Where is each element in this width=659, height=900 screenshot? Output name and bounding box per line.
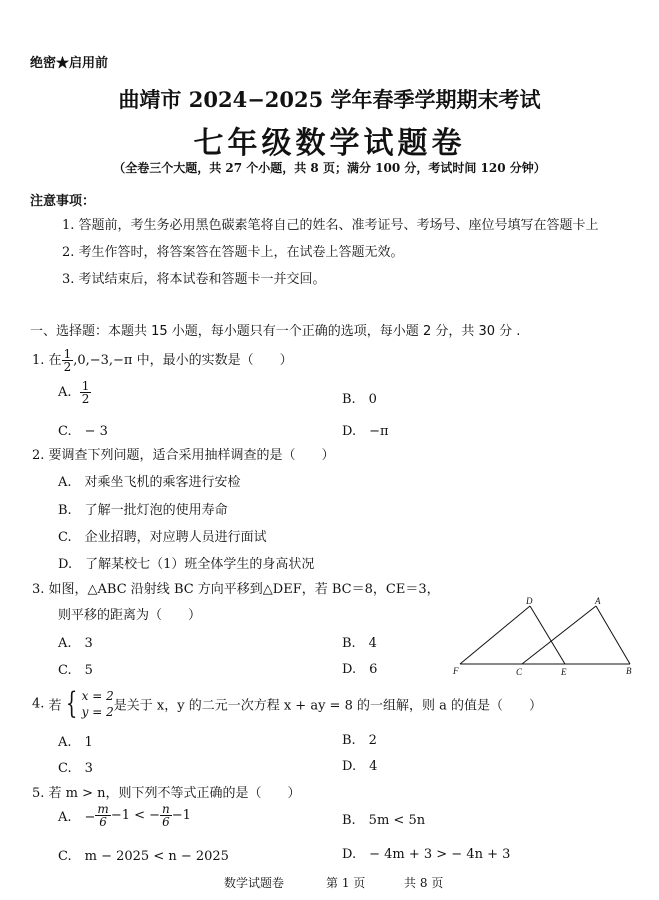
- question-text: 如图，△ABC 沿射线 BC 方向平移到△DEF，若 BC＝8，CE＝3，: [48, 582, 440, 597]
- option-a[interactable]: [58, 803, 191, 828]
- footer-page-number: 第 1 页: [326, 876, 366, 890]
- fraction-denominator: 2: [63, 360, 72, 374]
- note-item: 3. 考试结束后，将本试卷和答题卡一并交回。: [62, 272, 326, 287]
- point-label: F: [453, 666, 459, 676]
- fraction: [62, 348, 74, 373]
- option-d[interactable]: D. − 4m + 3 > − 4n + 3: [342, 847, 511, 862]
- question-5: [32, 782, 301, 801]
- exam-subtitle: 七年级数学试题卷: [193, 126, 466, 161]
- fraction-denominator: 6: [99, 815, 107, 829]
- question-text: 在: [48, 353, 62, 368]
- question-text: 若 m > n，则下列不等式正确的是（ ）: [48, 786, 301, 801]
- question-1: [32, 348, 293, 373]
- segment-AB: [596, 606, 630, 664]
- point-label: E: [561, 667, 567, 677]
- option-b[interactable]: B. 了解一批灯泡的使用寿命: [58, 503, 228, 518]
- option-c[interactable]: C. 企业招聘，对应聘人员进行面试: [58, 530, 267, 545]
- question-3: [32, 578, 440, 597]
- option-b[interactable]: B. 0: [342, 392, 377, 407]
- triangle-translation-figure: [450, 594, 640, 680]
- question-number: 2.: [32, 448, 45, 463]
- fraction-numerator: n: [162, 802, 170, 816]
- option-b[interactable]: B. 2: [342, 733, 377, 748]
- segment-FD: [460, 606, 530, 664]
- option-text: −1: [171, 808, 191, 823]
- fraction-denominator: 6: [162, 815, 170, 829]
- option-a[interactable]: A. 对乘坐飞机的乘客进行安检: [58, 475, 241, 490]
- fraction: [80, 380, 92, 405]
- option-c[interactable]: C. − 3: [58, 424, 108, 439]
- segment-CA: [522, 606, 596, 664]
- confidential-label: 绝密★启用前: [30, 56, 109, 71]
- question-number: 3.: [32, 582, 45, 597]
- question-text: 若: [48, 698, 62, 714]
- question-2: [32, 444, 335, 463]
- note-item: 2. 考生作答时，将答案答在答题卡上，在试卷上答题无效。: [62, 245, 404, 260]
- option-text: −1 < −: [110, 808, 161, 823]
- option-c[interactable]: C. m − 2025 < n − 2025: [58, 849, 229, 864]
- option-a[interactable]: [58, 380, 91, 405]
- fraction-numerator: 1: [81, 379, 90, 393]
- option-c[interactable]: C. 5: [58, 663, 93, 678]
- question-text: 则平移的距离为（ ）: [58, 608, 202, 623]
- footer-doc-name: 数学试题卷: [224, 876, 285, 890]
- exam-info: （全卷三个大题，共 27 个小题，共 8 页；满分 100 分，考试时间 120 分钟）: [113, 161, 546, 175]
- equation: y = 2: [81, 705, 114, 719]
- notes-heading: 注意事项：: [30, 194, 96, 209]
- option-b[interactable]: B. 4: [342, 636, 377, 651]
- option-b[interactable]: B. 5m < 5n: [342, 813, 426, 828]
- equation: x = 2: [81, 689, 114, 703]
- option-d[interactable]: D. 6: [342, 662, 378, 677]
- system-brace: {: [65, 686, 77, 721]
- footer-page-total: 共 8 页: [404, 876, 444, 890]
- fraction-denominator: 2: [81, 392, 90, 406]
- question-number: 5.: [32, 786, 45, 801]
- option-label: A.: [58, 385, 72, 400]
- fraction-numerator: m: [97, 802, 109, 816]
- note-item: 1. 答题前，考生务必用黑色碳素笔将自己的姓名、准考证号、考场号、座位号填写在答题卡上: [62, 218, 599, 233]
- question-number: 4.: [32, 696, 45, 712]
- option-a[interactable]: A. 1: [58, 735, 93, 750]
- option-c[interactable]: C. 3: [58, 761, 93, 776]
- option-d[interactable]: D. 4: [342, 759, 378, 774]
- question-4: [32, 688, 542, 720]
- question-text: 要调查下列问题，适合采用抽样调查的是（ ）: [48, 448, 335, 463]
- question-text: ,0,−3,−π 中，最小的实数是（ ）: [73, 353, 293, 368]
- option-d[interactable]: D. 了解某校七（1）班全体学生的身高状况: [58, 557, 315, 572]
- option-a[interactable]: A. 3: [58, 636, 93, 651]
- fraction: [95, 803, 110, 828]
- exam-title: 曲靖市 2024−2025 学年春季学期期末考试: [118, 87, 541, 112]
- point-label: D: [526, 596, 533, 606]
- question-text: 是关于 x，y 的二元一次方程 x + ay = 8 的一组解，则 a 的值是（ ）: [113, 698, 542, 714]
- point-label: A: [595, 596, 601, 606]
- point-label: C: [516, 667, 523, 677]
- question-number: 1.: [32, 353, 45, 368]
- option-label: A. −: [58, 810, 96, 825]
- point-label: B: [626, 666, 632, 676]
- fraction: [160, 803, 172, 828]
- option-d[interactable]: D. −π: [342, 424, 389, 439]
- equation-system: [82, 688, 114, 720]
- fraction-numerator: 1: [63, 347, 72, 361]
- section-heading: 一、选择题：本题共 15 小题，每小题只有一个正确的选项，每小题 2 分，共 30 分 .: [30, 324, 521, 339]
